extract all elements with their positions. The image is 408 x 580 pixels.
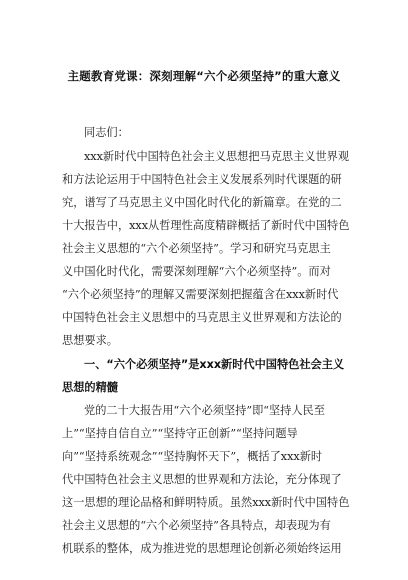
document-title: 主题教育党课：深刻理解“六个必须坚持”的重大意义 <box>67 69 341 83</box>
paragraph-line: 机联系的整体，成为推进党的思想理论创新必须始终运用 <box>62 542 342 555</box>
paragraph-line: 上”“坚持自信自立”“坚持守正创新”“坚持问题导 <box>62 427 298 440</box>
salutation: 同志们： <box>84 126 129 139</box>
paragraph-line: 义中国化时代化，需要深刻理解“六个必须坚持”。而对 <box>62 265 331 278</box>
section-heading: 一、“六个必须坚持”是xxx新时代中国特色社会主义 <box>84 358 345 371</box>
paragraph-line: 向”“坚持系统观念”“坚持胸怀天下”，概括了xxx新时 <box>62 450 323 463</box>
paragraph-line: 究，谱写了马克思主义中国化时代化的新篇章。在党的二 <box>62 196 342 209</box>
paragraph-line: “六个必须坚持”的理解又需要深刻把握蕴含在xxx新时代 <box>62 288 339 301</box>
paragraph-line: 思想要求。 <box>62 334 118 347</box>
paragraph-line: 代中国特色社会主义思想的世界观和方法论，充分体现了 <box>62 473 342 486</box>
section-heading: 思想的精髓 <box>62 381 118 394</box>
paragraph-line: 和方法论运用于中国特色社会主义发展系列时代课题的研 <box>62 173 342 186</box>
paragraph-line: 中国特色社会主义思想中的马克思主义世界观和方法论的 <box>62 311 342 324</box>
paragraph-line: xxx新时代中国特色社会主义思想把马克思主义世界观 <box>84 150 350 163</box>
paragraph-line: 十大报告中，xxx从哲理性高度精辟概括了新时代中国特色 <box>62 219 350 232</box>
paragraph-line: 社会主义思想的“六个必须坚持”。学习和研究马克思主 <box>62 242 331 255</box>
paragraph-line: 这一思想的理论品格和鲜明特质。虽然xxx新时代中国特色 <box>62 496 350 509</box>
paragraph-line: 社会主义思想的“六个必须坚持”各具特点，却表现为有 <box>62 519 331 532</box>
paragraph-line: 党的二十大报告用“六个必须坚持”即“坚持人民至 <box>84 404 325 417</box>
